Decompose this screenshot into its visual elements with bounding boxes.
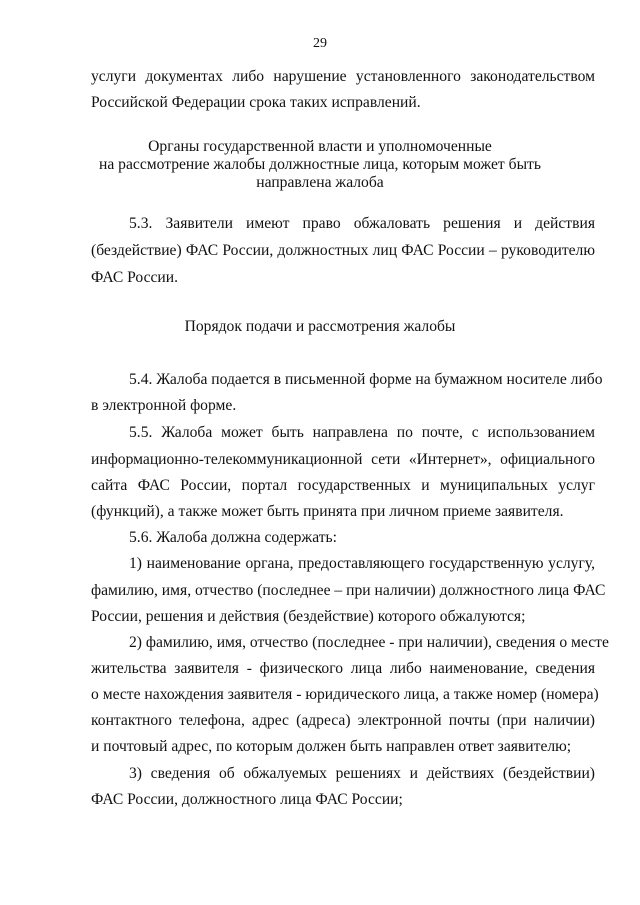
text-line: 3) сведения об обжалуемых решениях и действиях (бездействии) [129,765,595,782]
section-heading-line: направлена жалоба [256,174,384,191]
section-heading-line: Органы государственной власти и уполномоченные [148,138,492,155]
text-line: 1) наименование органа, предоставляющего государственную услугу, [129,555,595,572]
text-line: информационно-телекоммуникационной сети «Интернет», официального [91,451,595,468]
text-line: и почтовый адрес, по которым должен быть направлен ответ заявителю; [91,738,572,755]
text-line: о месте нахождения заявителя - юридического лица, а также номер (номера) [91,686,599,703]
section-heading: Порядок подачи и рассмотрения жалобы [184,318,456,335]
text-line: (функций), а также может быть принята при личном приеме заявителя. [91,503,564,520]
text-line: фамилию, имя, отчество (последнее – при наличии) должностного лица ФАС [91,582,606,599]
text-line: ФАС России, должностного лица ФАС России; [91,791,403,808]
text-line: 5.6. Жалоба должна содержать: [129,529,337,546]
text-line: 5.5. Жалоба может быть направлена по почте, с использованием [129,424,595,441]
text-line: 5.3. Заявители имеют право обжаловать решения и действия [129,215,595,232]
text-line: ФАС России. [91,269,179,286]
text-line: контактного телефона, адрес (адреса) электронной почты (при наличии) [91,712,595,729]
text-line: (бездействие) ФАС России, должностных лиц ФАС России – руководителю [91,242,595,259]
text-line: в электронной форме. [91,397,237,414]
text-line: жительства заявителя - физического лица либо наименование, сведения [91,660,595,677]
text-line: 2) фамилию, имя, отчество (последнее - при наличии), сведения о месте [129,634,609,651]
text-line: 5.4. Жалоба подается в письменной форме на бумажном носителе либо [129,371,603,388]
text-line: сайта ФАС России, портал государственных и муниципальных услуг [91,477,595,494]
section-heading-line: на рассмотрение жалобы должностные лица, которым может быть [99,156,541,173]
page-number: 29 [313,36,327,51]
text-line: России, решения и действия (бездействие) которого обжалуются; [91,608,526,625]
text-line: Российской Федерации срока таких исправлений. [91,94,421,111]
text-line: услуги документах либо нарушение установленного законодательством [91,68,595,85]
